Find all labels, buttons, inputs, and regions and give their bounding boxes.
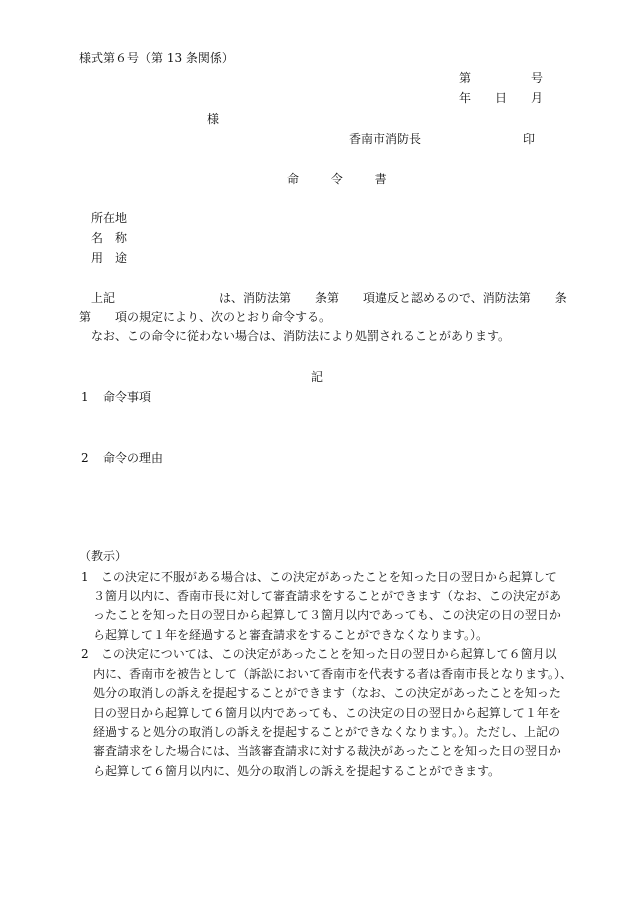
document-title: 命 令 書 [287, 172, 401, 186]
notice-2-line: 処分の取消しの訴えを提起することができます（なお、この決定があったことを知った [93, 686, 561, 700]
notice-2-line: この決定については、この決定があったことを知った日の翌日から起算して６箇月以 [101, 647, 557, 661]
notice-heading: （教示） [79, 549, 128, 563]
notice-2-line: 経過すると処分の取消しの訴えを提起することができなくなります。）。ただし、上記の [93, 725, 561, 739]
body-line1-main: は、消防法第 条第 項違反と認めるので、消防法第 条 [219, 291, 567, 305]
notice-2-number: 2 [81, 647, 89, 661]
date-line: 年 日 月 [459, 91, 544, 105]
document-number-line: 第 号 [459, 71, 544, 85]
use-label: 用 途 [91, 251, 128, 265]
notice-1-line: ら起算して１年を経過すると審査請求をすることができなくなります。）。 [93, 628, 489, 642]
item-1-label: 命令事項 [103, 390, 152, 404]
notice-2-line: ら起算して６箇月以内に、処分の取消しの訴えを提起することができます。 [93, 764, 501, 778]
form-number: 様式第６号（第 13 条関係） [79, 51, 234, 65]
body-line2: 第 項の規定により、次のとおり命令する。 [79, 310, 332, 324]
item-2-number: 2 [81, 451, 89, 465]
item-1-number: 1 [81, 390, 89, 404]
body-line1-prefix: 上記 [91, 291, 116, 305]
record-heading: 記 [311, 370, 324, 384]
notice-2-line: 内に、香南市を被告として（訴訟において香南市を代表する者は香南市長となります。）、 [93, 667, 573, 681]
body-line3: なお、この命令に従わない場合は、消防法により処罰されることがあります。 [91, 329, 511, 343]
location-label: 所在地 [91, 211, 128, 225]
name-label: 名 称 [91, 231, 128, 245]
notice-1-number: 1 [81, 570, 89, 584]
issuer-name: 香南市消防長 [349, 132, 422, 146]
notice-2-line: 審査請求をした場合には、当該審査請求に対する裁決があったことを知った日の翌日か [93, 744, 561, 758]
item-2-label: 命令の理由 [103, 451, 164, 465]
seal-mark: 印 [523, 132, 536, 146]
addressee-suffix: 様 [207, 112, 220, 126]
notice-1-line: ったことを知った日の翌日から起算して３箇月以内であっても、この決定の日の翌日か [93, 608, 561, 622]
notice-1-line: この決定に不服がある場合は、この決定があったことを知った日の翌日から起算して [101, 570, 557, 584]
notice-1-line: ３箇月以内に、香南市長に対して審査請求をすることができます（なお、この決定があ [93, 589, 562, 603]
notice-2-line: 日の翌日から起算して６箇月以内であっても、この決定の日の翌日から起算して１年を [93, 706, 561, 720]
